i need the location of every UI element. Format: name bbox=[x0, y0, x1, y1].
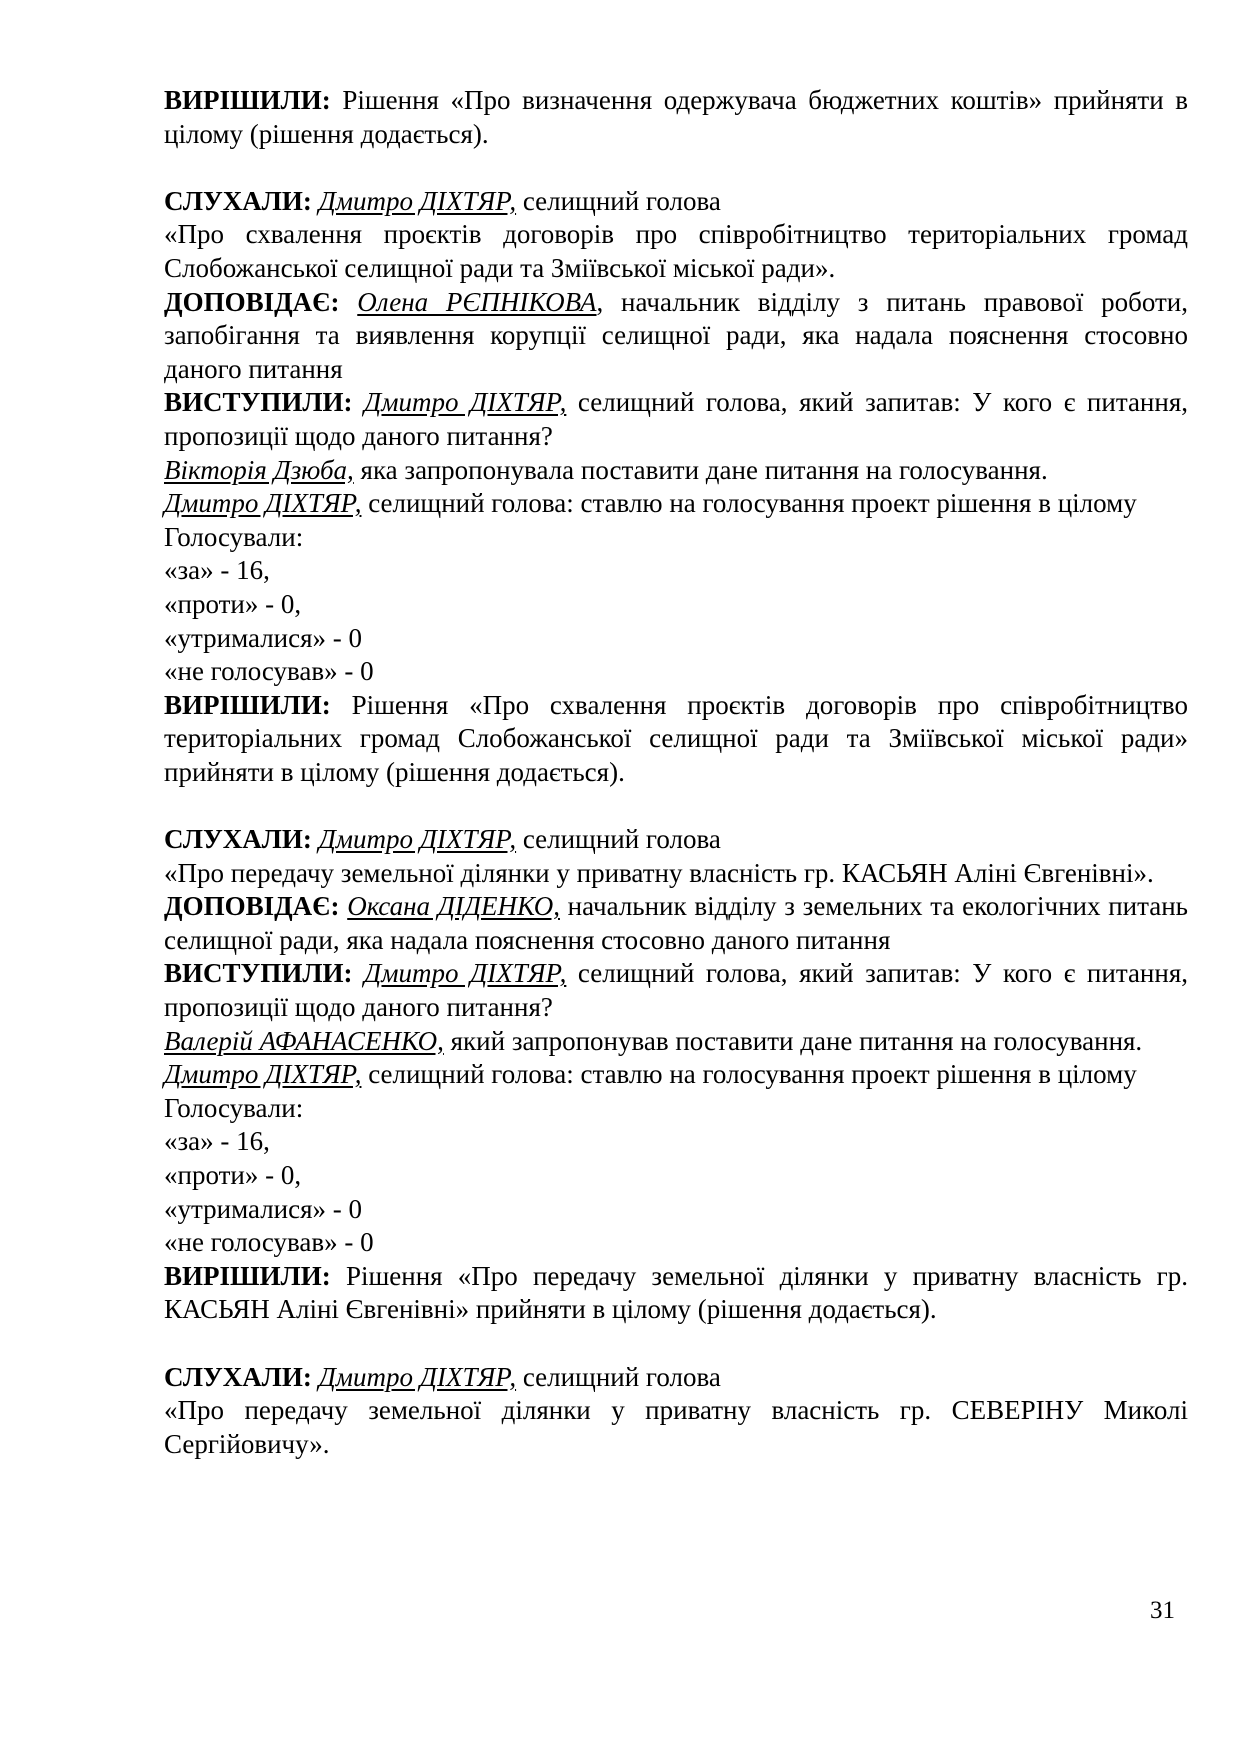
decision-paragraph-intro bbox=[164, 84, 1188, 151]
heard-person: Дмитро ДІХТЯР, bbox=[318, 1361, 517, 1392]
reporter-text: , начальник відділу з питань правової роботи, запобігання та виявлення корупції селищної ради, яка надала пояснення стосовно даного питання bbox=[164, 286, 1188, 384]
heard-line bbox=[164, 185, 1188, 219]
vote-against: «проти» - 0, bbox=[164, 1160, 302, 1190]
proposer-person: Вікторія Дзюба, bbox=[164, 454, 354, 485]
proposer-paragraph bbox=[164, 1025, 1188, 1059]
vote-not-voted: «не голосував» - 0 bbox=[164, 656, 374, 687]
speaker-text: селищний голова, який запитав: У кого є питання, пропозиції щодо даного питання? bbox=[164, 387, 1188, 451]
speaker-paragraph bbox=[164, 386, 1188, 453]
section-gap bbox=[164, 789, 1188, 823]
voted-label: Голосували: bbox=[164, 521, 304, 552]
decision-text: Рішення «Про передачу земельної ділянки у приватну власність гр. КАСЬЯН Аліні Євгенівні» прийняти в цілому (рішення додається). bbox=[164, 1260, 1188, 1325]
vote-not-voted: «не голосував» - 0 bbox=[164, 1227, 374, 1258]
agenda-title: «Про передачу земельної ділянки у приватну власність гр. СЕВЕРІНУ Миколі Сергійовичу». bbox=[164, 1395, 1188, 1459]
reported-label: ДОПОВІДАЄ: bbox=[164, 891, 340, 922]
proposer-text: яка запропонувала поставити дане питання на голосування. bbox=[353, 454, 1048, 485]
speaker-paragraph bbox=[164, 957, 1188, 1024]
decision-paragraph bbox=[164, 689, 1188, 790]
chair-paragraph bbox=[164, 1058, 1188, 1092]
section-gap bbox=[164, 151, 1188, 185]
spoke-label: ВИСТУПИЛИ: bbox=[164, 958, 353, 989]
heard-label: СЛУХАЛИ: bbox=[164, 824, 312, 855]
agenda-title: «Про передачу земельної ділянки у приватну власність гр. КАСЬЯН Аліні Євгенівні». bbox=[164, 857, 1154, 888]
heard-line bbox=[164, 1361, 1188, 1395]
heard-label: СЛУХАЛИ: bbox=[164, 1361, 312, 1392]
heard-role: селищний голова bbox=[516, 824, 721, 855]
chair-text: селищний голова: ставлю на голосування проект рішення в цілому bbox=[361, 1059, 1137, 1090]
heard-line bbox=[164, 823, 1188, 857]
vote-for: «за» - 16, bbox=[164, 555, 270, 586]
reporter-paragraph bbox=[164, 890, 1188, 957]
chair-paragraph bbox=[164, 487, 1188, 521]
spoke-label: ВИСТУПИЛИ: bbox=[164, 387, 353, 418]
decision-text: Рішення «Про схвалення проєктів договорів про співробітництво територіальних громад Слобожанської селищної ради та Зміївської міської ради» прийняти в цілому (рішення додається). bbox=[164, 689, 1188, 787]
chair-person: Дмитро ДІХТЯР, bbox=[164, 1059, 362, 1090]
decision-text: Рішення «Про визначення одержувача бюджетних коштів» прийняти в цілому (рішення додається). bbox=[164, 85, 1188, 149]
proposer-text: який запропонував поставити дане питання на голосування. bbox=[443, 1025, 1143, 1056]
reporter-text: начальник відділу з земельних та екологічних питань селищної ради, яка надала пояснення стосовно даного питання bbox=[164, 891, 1188, 955]
speaker-text: селищний голова, який запитав: У кого є питання, пропозиції щодо даного питання? bbox=[164, 958, 1188, 1023]
speaker-person: Дмитро ДІХТЯР, bbox=[364, 387, 567, 418]
decided-label: ВИРІШИЛИ: bbox=[164, 85, 331, 115]
heard-person: Дмитро ДІХТЯР, bbox=[318, 824, 517, 855]
document-page bbox=[164, 84, 1188, 1461]
voted-label: Голосували: bbox=[164, 1092, 304, 1123]
decided-label: ВИРІШИЛИ: bbox=[164, 1260, 331, 1291]
heard-role: селищний голова bbox=[516, 1361, 721, 1392]
agenda-title: «Про схвалення проєктів договорів про співробітництво територіальних громад Слобожанської селищної ради та Зміївської міської ради». bbox=[164, 219, 1188, 283]
section-gap bbox=[164, 1327, 1188, 1361]
reporter-person: Оксана ДІДЕНКО, bbox=[347, 891, 560, 922]
page-number: 31 bbox=[1150, 1597, 1175, 1624]
vote-against: «проти» - 0, bbox=[164, 588, 302, 619]
vote-abstained: «утрималися» - 0 bbox=[164, 622, 363, 653]
speaker-person: Дмитро ДІХТЯР, bbox=[364, 958, 567, 989]
heard-role: селищний голова bbox=[516, 185, 721, 216]
chair-person: Дмитро ДІХТЯР, bbox=[164, 488, 362, 519]
reported-label: ДОПОВІДАЄ: bbox=[164, 286, 340, 317]
vote-for: «за» - 16, bbox=[164, 1126, 270, 1157]
reporter-paragraph bbox=[164, 286, 1188, 387]
proposer-paragraph bbox=[164, 454, 1188, 488]
heard-person: Дмитро ДІХТЯР, bbox=[318, 185, 517, 216]
decided-label: ВИРІШИЛИ: bbox=[164, 689, 331, 720]
proposer-person: Валерій АФАНАСЕНКО, bbox=[164, 1025, 444, 1056]
heard-label: СЛУХАЛИ: bbox=[164, 185, 312, 216]
chair-text: селищний голова: ставлю на голосування проект рішення в цілому bbox=[361, 488, 1137, 519]
reporter-person: Олена РЄПНІКОВА bbox=[357, 286, 597, 317]
vote-abstained: «утрималися» - 0 bbox=[164, 1193, 363, 1224]
decision-paragraph bbox=[164, 1260, 1188, 1327]
